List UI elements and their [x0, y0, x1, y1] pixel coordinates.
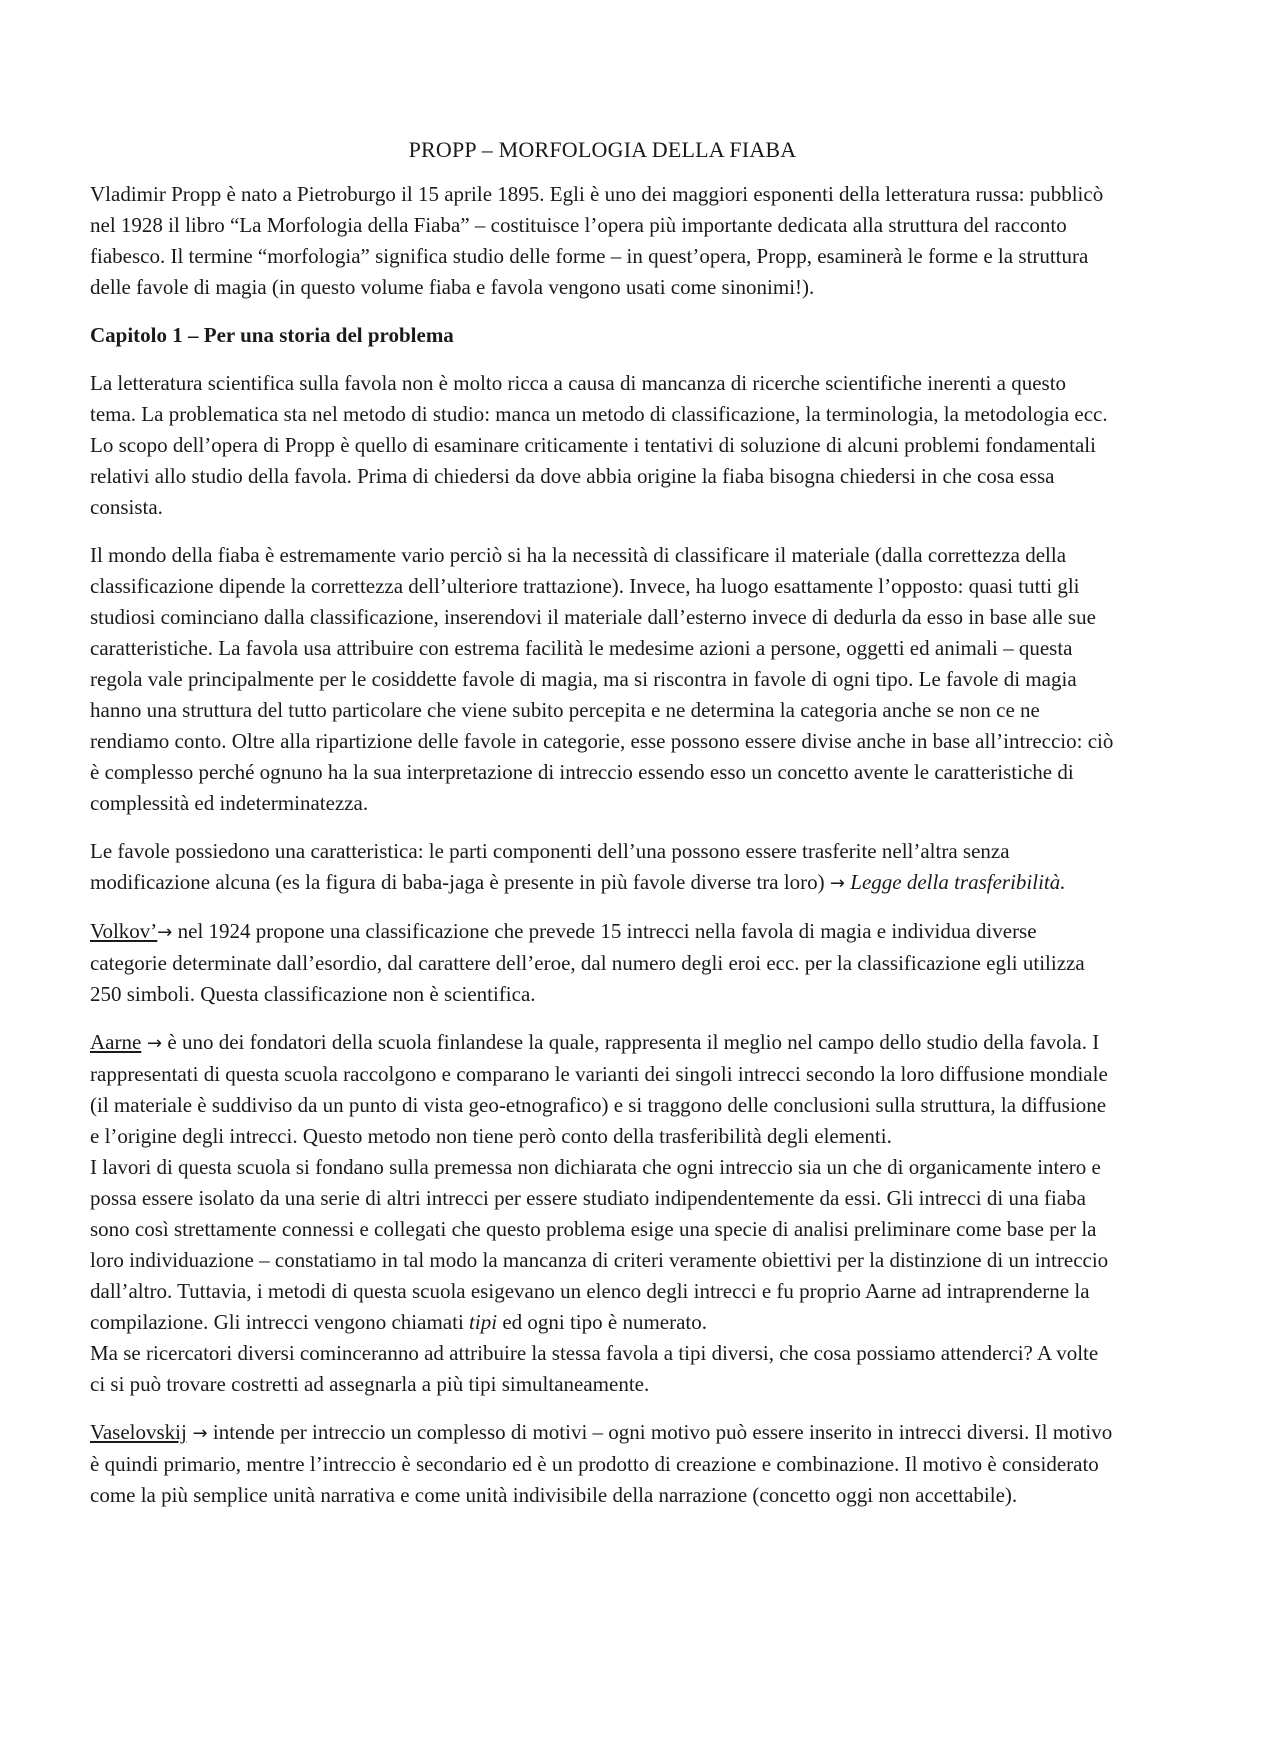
paragraph-classification: Il mondo della fiaba è estremamente vario perciò si ha la necessità di classificare il materiale (dalla correttezza della classificazione dipende la correttezza dell’ulteriore trattazione). Invece, ha luogo esattamente l’opposto: quasi tutti gli studiosi cominciano dalla classificazione, inserendovi il materiale dall’esterno invece di dedurla da esso in base alle sue caratteristiche. La favola usa attribuire con estrema facilità le medesime azioni a persone, oggetti ed animali – questa regola vale principalmente per le cosiddette favole di magia, ma si riscontra in favole di ogni tipo. Le favole di magia hanno una struttura del tutto particolare che viene subito percepita e ne determina la categoria anche se non ce ne rendiamo conto. Oltre alla ripartizione delle favole in categorie, esse possono essere divise anche in base all’intreccio: ciò è complesso perché ognuno ha la sua interpretazione di intreccio essendo esso un concetto avente le caratteristiche di complessità ed indeterminatezza. — [90, 543, 1114, 815]
author-volkov: Volkov’ — [90, 919, 158, 943]
chapter-heading: Capitolo 1 – Per una storia del problema — [90, 323, 454, 347]
intro-paragraph: Vladimir Propp è nato a Pietroburgo il 15 aprile 1895. Egli è uno dei maggiori esponenti della letteratura russa: pubblicò nel 1928 il libro “La Morfologia della Fiaba” – costituisce l’opera più importante dedicata alla struttura del racconto fiabesco. Il termine “morfologia” significa studio delle forme – in quest’opera, Propp, esaminerà le forme e la struttura delle favole di magia (in questo volume fiaba e favola vengono usati come sinonimi!). — [90, 182, 1104, 299]
paragraph-aarne-question: Ma se ricercatori diversi cominceranno ad attribuire la stessa favola a tipi diversi, che cosa possiamo attenderci? A volte ci si può trovare costretti ad assegnarla a più tipi simultaneamente. — [90, 1341, 1099, 1396]
document-title: PROPP – MORFOLOGIA DELLA FIABA — [408, 137, 797, 162]
aarne-school-text: I lavori di questa scuola si fondano sulla premessa non dichiarata che ogni intreccio sia un che di organicamente intero e possa essere isolato da una serie di altri intrecci per essere studiato indipendentemente da essi. Gli intrecci di una fiaba sono così strettamente connessi e collegati che questo problema esige una specie di analisi preliminare come base per la loro individuazione – constatiamo in tal modo la mancanza di criteri veramente obiettivi per la distinzione di un intreccio dall’altro. Tuttavia, i metodi di questa scuola esigevano un elenco degli intrecci e fu proprio Aarne ad intraprenderne la compilazione. Gli intrecci vengono chiamati — [90, 1155, 1109, 1334]
paragraph-volkov — [90, 916, 1115, 1010]
paragraph-transferability — [90, 836, 1115, 899]
paragraph-literature: La letteratura scientifica sulla favola non è molto ricca a causa di mancanza di ricerche scientifiche inerenti a questo tema. La problematica sta nel metodo di studio: manca un metodo di classificazione, la terminologia, la metodologia ecc. Lo scopo dell’opera di Propp è quello di esaminare criticamente i tentativi di soluzione di alcuni problemi fondamentali relativi allo studio della favola. Prima di chiedersi da dove abbia origine la fiaba bisogna chiedersi in che cosa essa consista. — [90, 371, 1108, 519]
paragraph-aarne — [90, 1027, 1115, 1152]
arrow-right-icon: → — [157, 922, 173, 943]
law-of-transferability: Legge della trasferibilità. — [845, 870, 1066, 894]
author-aarne: Aarne — [90, 1030, 142, 1054]
document-page — [90, 134, 1115, 1528]
volkov-text: nel 1924 propone una classificazione che prevede 15 intrecci nella favola di magia e individua diverse categorie determinate dall’esordio, dal carattere dell’eroe, dal numero degli eroi ecc. per la classificazione egli utilizza 250 simboli. Questa classificazione non è scientifica. — [90, 919, 1085, 1006]
arrow-right-icon: → — [141, 1033, 163, 1054]
paragraph-aarne-school — [90, 1152, 1115, 1338]
aarne-school-text-end: ed ogni tipo è numerato. — [497, 1310, 708, 1334]
transferability-text: Le favole possiedono una caratteristica: le parti componenti dell’una possono essere trasferite nell’altra senza modificazione alcuna (es la figura di baba-jaga è presente in più favole diverse tra loro) — [90, 839, 1010, 894]
term-tipi: tipi — [469, 1310, 498, 1334]
author-vaselovskij: Vaselovskij — [90, 1420, 187, 1444]
aarne-text: è uno dei fondatori della scuola finlandese la quale, rappresenta il meglio nel campo dello studio della favola. I rappresentati di questa scuola raccolgono e comparano le varianti dei singoli intrecci secondo la loro diffusione mondiale (il materiale è suddiviso da un punto di vista geo-etnografico) e si traggono delle conclusioni sulla struttura, la diffusione e l’origine degli intrecci. Questo metodo non tiene però conto della trasferibilità degli elementi. — [90, 1030, 1108, 1148]
paragraph-vaselovskij — [90, 1417, 1115, 1511]
arrow-right-icon: → — [829, 873, 846, 894]
vaselovskij-text: intende per intreccio un complesso di motivi – ogni motivo può essere inserito in intrecci diversi. Il motivo è quindi primario, mentre l’intreccio è secondario ed è un prodotto di creazione e combinazione. Il motivo è considerato come la più semplice unità narrativa e come unità indivisibile della narrazione (concetto oggi non accettabile). — [90, 1420, 1113, 1507]
arrow-right-icon: → — [186, 1423, 208, 1444]
